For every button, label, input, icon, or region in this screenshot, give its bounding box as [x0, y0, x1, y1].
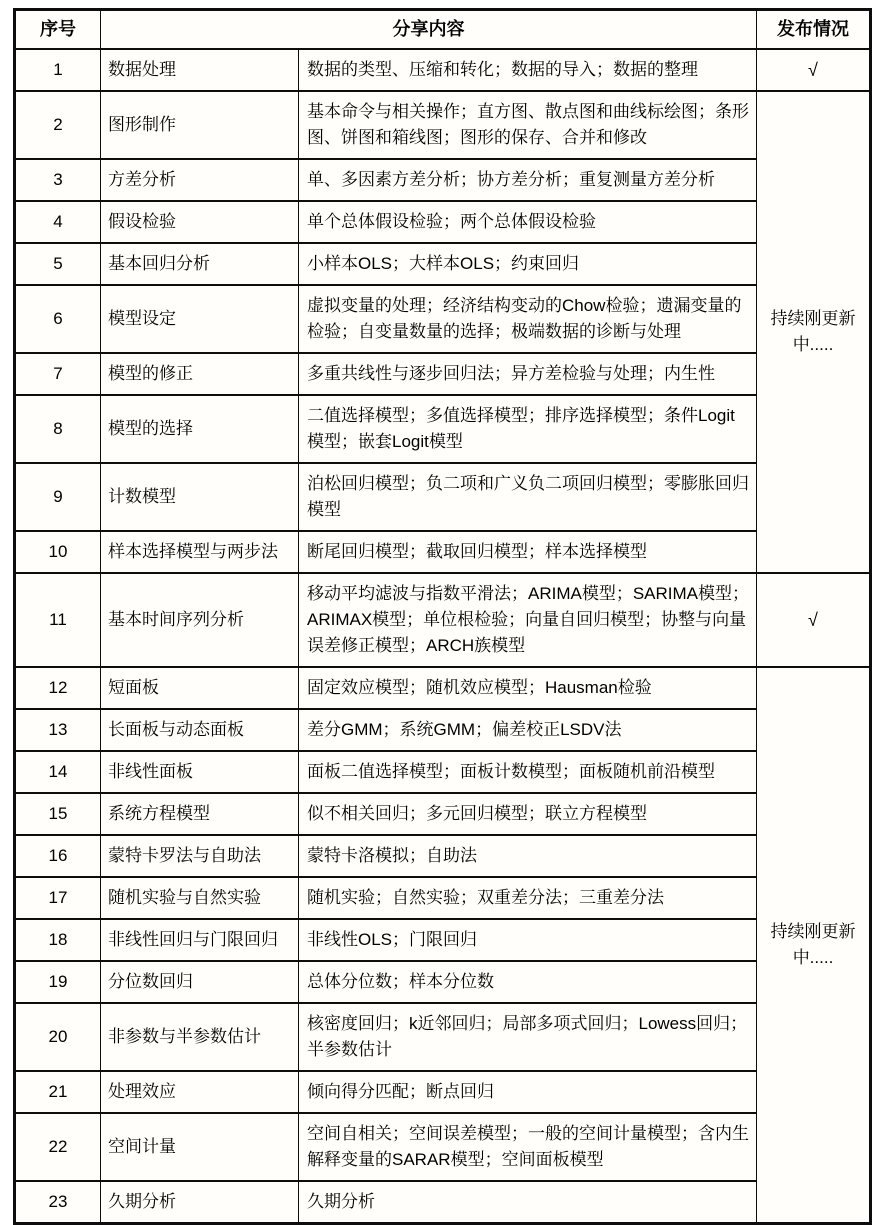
table-row: [15, 919, 871, 961]
topic-cell: 模型的修正: [101, 353, 299, 395]
details-cell: 久期分析: [299, 1181, 757, 1224]
table-row: [15, 243, 871, 285]
topic-cell: 假设检验: [101, 201, 299, 243]
row-number-cell: 9: [15, 463, 101, 531]
table-row: [15, 793, 871, 835]
row-number-cell: 13: [15, 709, 101, 751]
row-number-cell: 21: [15, 1071, 101, 1113]
table-row: [15, 573, 871, 667]
row-number-cell: 4: [15, 201, 101, 243]
topic-cell: 系统方程模型: [101, 793, 299, 835]
details-cell: 面板二值选择模型；面板计数模型；面板随机前沿模型: [299, 751, 757, 793]
row-number-cell: 23: [15, 1181, 101, 1224]
row-number-cell: 10: [15, 531, 101, 573]
topic-cell: 非参数与半参数估计: [101, 1003, 299, 1071]
row-number-cell: 20: [15, 1003, 101, 1071]
table-row: [15, 201, 871, 243]
table-row: [15, 961, 871, 1003]
row-number-cell: 19: [15, 961, 101, 1003]
topic-cell: 计数模型: [101, 463, 299, 531]
topic-cell: 分位数回归: [101, 961, 299, 1003]
table-row: [15, 395, 871, 463]
row-number-cell: 16: [15, 835, 101, 877]
topic-cell: 模型设定: [101, 285, 299, 353]
row-number-cell: 5: [15, 243, 101, 285]
details-cell: 二值选择模型；多值选择模型；排序选择模型；条件Logit模型；嵌套Logit模型: [299, 395, 757, 463]
topic-cell: 蒙特卡罗法与自助法: [101, 835, 299, 877]
topic-cell: 空间计量: [101, 1113, 299, 1181]
row-number-cell: 14: [15, 751, 101, 793]
table-row: [15, 1071, 871, 1113]
table-row: [15, 49, 871, 91]
details-cell: 数据的类型、压缩和转化；数据的导入；数据的整理: [299, 49, 757, 91]
row-number-cell: 3: [15, 159, 101, 201]
topic-cell: 数据处理: [101, 49, 299, 91]
details-cell: 单、多因素方差分析；协方差分析；重复测量方差分析: [299, 159, 757, 201]
topic-cell: 长面板与动态面板: [101, 709, 299, 751]
table-row: [15, 835, 871, 877]
details-cell: 固定效应模型；随机效应模型；Hausman检验: [299, 667, 757, 709]
row-number-cell: 17: [15, 877, 101, 919]
table-row: [15, 709, 871, 751]
details-cell: 小样本OLS；大样本OLS；约束回归: [299, 243, 757, 285]
topic-cell: 基本回归分析: [101, 243, 299, 285]
header-row: [15, 10, 871, 50]
topic-cell: 非线性回归与门限回归: [101, 919, 299, 961]
details-cell: 总体分位数；样本分位数: [299, 961, 757, 1003]
table-row: [15, 531, 871, 573]
details-cell: 似不相关回归；多元回归模型；联立方程模型: [299, 793, 757, 835]
table-row: [15, 1113, 871, 1181]
row-number-cell: 22: [15, 1113, 101, 1181]
details-cell: 蒙特卡洛模拟；自助法: [299, 835, 757, 877]
row-number-cell: 15: [15, 793, 101, 835]
details-cell: 差分GMM；系统GMM；偏差校正LSDV法: [299, 709, 757, 751]
table-row: [15, 751, 871, 793]
details-cell: 多重共线性与逐步回归法；异方差检验与处理；内生性: [299, 353, 757, 395]
details-cell: 核密度回归；k近邻回归；局部多项式回归；Lowess回归；半参数估计: [299, 1003, 757, 1071]
table-row: [15, 463, 871, 531]
table-row: [15, 91, 871, 159]
table-row: [15, 877, 871, 919]
table-body: [15, 49, 871, 1224]
row-number-cell: 1: [15, 49, 101, 91]
topic-cell: 久期分析: [101, 1181, 299, 1224]
details-cell: 随机实验；自然实验；双重差分法；三重差分法: [299, 877, 757, 919]
row-number-cell: 7: [15, 353, 101, 395]
topic-cell: 样本选择模型与两步法: [101, 531, 299, 573]
details-cell: 移动平均滤波与指数平滑法；ARIMA模型；SARIMA模型；ARIMAX模型；单位根检验；向量自回归模型；协整与向量误差修正模型；ARCH族模型: [299, 573, 757, 667]
table-row: [15, 353, 871, 395]
row-number-cell: 18: [15, 919, 101, 961]
share-content-table: [13, 8, 872, 1225]
topic-cell: 方差分析: [101, 159, 299, 201]
row-number-cell: 6: [15, 285, 101, 353]
details-cell: 基本命令与相关操作；直方图、散点图和曲线标绘图；条形图、饼图和箱线图；图形的保存、合并和修改: [299, 91, 757, 159]
details-cell: 非线性OLS；门限回归: [299, 919, 757, 961]
details-cell: 单个总体假设检验；两个总体假设检验: [299, 201, 757, 243]
topic-cell: 短面板: [101, 667, 299, 709]
header-col-status: 发布情况: [757, 10, 871, 50]
details-cell: 泊松回归模型；负二项和广义负二项回归模型；零膨胀回归模型: [299, 463, 757, 531]
topic-cell: 模型的选择: [101, 395, 299, 463]
table-row: [15, 159, 871, 201]
header-col-no: 序号: [15, 10, 101, 50]
status-check-cell: √: [757, 573, 871, 667]
topic-cell: 基本时间序列分析: [101, 573, 299, 667]
row-number-cell: 8: [15, 395, 101, 463]
details-cell: 空间自相关；空间误差模型；一般的空间计量模型；含内生解释变量的SARAR模型；空间面板模型: [299, 1113, 757, 1181]
status-updating-cell: 持续刚更新中.....: [757, 667, 871, 1224]
details-cell: 虚拟变量的处理；经济结构变动的Chow检验；遗漏变量的检验；自变量数量的选择；极端数据的诊断与处理: [299, 285, 757, 353]
topic-cell: 图形制作: [101, 91, 299, 159]
row-number-cell: 2: [15, 91, 101, 159]
status-updating-cell: 持续刚更新中.....: [757, 91, 871, 573]
row-number-cell: 11: [15, 573, 101, 667]
details-cell: 倾向得分匹配；断点回归: [299, 1071, 757, 1113]
topic-cell: 非线性面板: [101, 751, 299, 793]
details-cell: 断尾回归模型；截取回归模型；样本选择模型: [299, 531, 757, 573]
table-row: [15, 1181, 871, 1224]
status-check-cell: √: [757, 49, 871, 91]
table-row: [15, 667, 871, 709]
header-col-content: 分享内容: [101, 10, 757, 50]
table-row: [15, 285, 871, 353]
topic-cell: 随机实验与自然实验: [101, 877, 299, 919]
row-number-cell: 12: [15, 667, 101, 709]
table-row: [15, 1003, 871, 1071]
topic-cell: 处理效应: [101, 1071, 299, 1113]
